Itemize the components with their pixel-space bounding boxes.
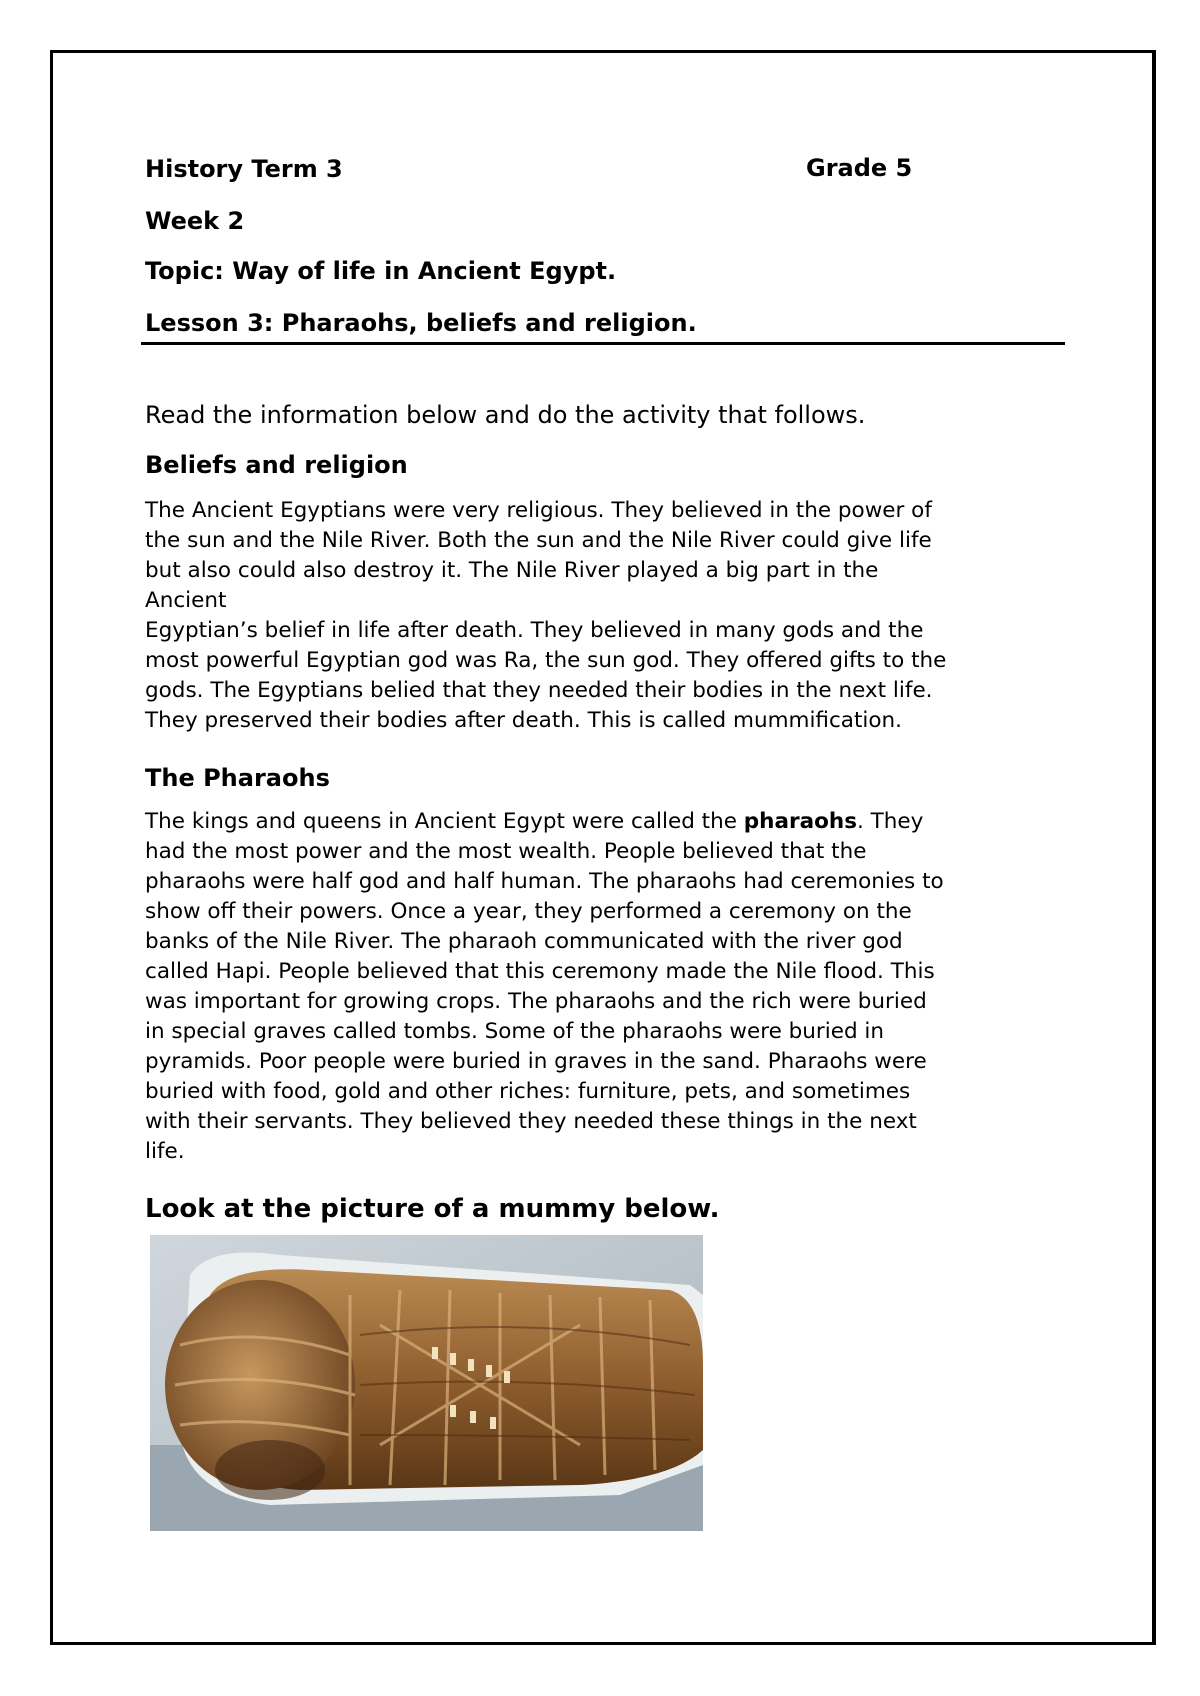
paragraph-line: had the most power and the most wealth. People believed that the (145, 839, 867, 864)
paragraph-line: pharaohs were half god and half human. The pharaohs had ceremonies to (145, 869, 944, 894)
paragraph-line: most powerful Egyptian god was Ra, the sun god. They offered gifts to the (145, 648, 947, 673)
paragraph-line: They preserved their bodies after death. This is called mummification. (145, 708, 902, 733)
beliefs-paragraph (145, 496, 1075, 736)
pharaohs-heading: The Pharaohs (145, 764, 330, 792)
paragraph-line: show off their powers. Once a year, they performed a ceremony on the (145, 899, 912, 924)
paragraph-line: called Hapi. People believed that this ceremony made the Nile flood. This (145, 959, 935, 984)
paragraph-line: Egyptian’s belief in life after death. They believed in many gods and the (145, 618, 924, 643)
week-heading: Week 2 (145, 207, 245, 235)
header-divider (141, 342, 1065, 345)
lesson-heading: Lesson 3: Pharaohs, beliefs and religion. (145, 309, 697, 337)
grade-heading: Grade 5 (806, 154, 913, 182)
paragraph-line: buried with food, gold and other riches: furniture, pets, and sometimes (145, 1079, 911, 1104)
subject-term-heading: History Term 3 (145, 155, 343, 183)
paragraph-line: life. (145, 1139, 185, 1164)
text-run: . They (857, 809, 924, 834)
pharaohs-paragraph (145, 807, 1075, 1167)
pharaohs-term: pharaohs (743, 809, 857, 834)
topic-heading: Topic: Way of life in Ancient Egypt. (145, 257, 617, 285)
picture-prompt: Look at the picture of a mummy below. (145, 1194, 720, 1224)
paragraph-line: in special graves called tombs. Some of the pharaohs were buried in (145, 1019, 885, 1044)
paragraph-line: with their servants. They believed they needed these things in the next (145, 1109, 917, 1134)
paragraph-line: was important for growing crops. The pharaohs and the rich were buried (145, 989, 927, 1014)
paragraph-line: gods. The Egyptians belied that they needed their bodies in the next life. (145, 678, 933, 703)
paragraph-line: the sun and the Nile River. Both the sun and the Nile River could give life (145, 528, 932, 553)
beliefs-heading: Beliefs and religion (145, 451, 408, 479)
paragraph-line: Ancient (145, 588, 227, 613)
text-run: The kings and queens in Ancient Egypt were called the (145, 809, 744, 834)
paragraph-line (145, 807, 1075, 837)
paragraph-line: pyramids. Poor people were buried in graves in the sand. Pharaohs were (145, 1049, 927, 1074)
paragraph-line: but also could also destroy it. The Nile River played a big part in the (145, 558, 879, 583)
mummy-photo (150, 1235, 703, 1531)
paragraph-line: The Ancient Egyptians were very religious. They believed in the power of (145, 498, 932, 523)
paragraph-line: banks of the Nile River. The pharaoh communicated with the river god (145, 929, 903, 954)
intro-instruction: Read the information below and do the activity that follows. (145, 401, 866, 429)
